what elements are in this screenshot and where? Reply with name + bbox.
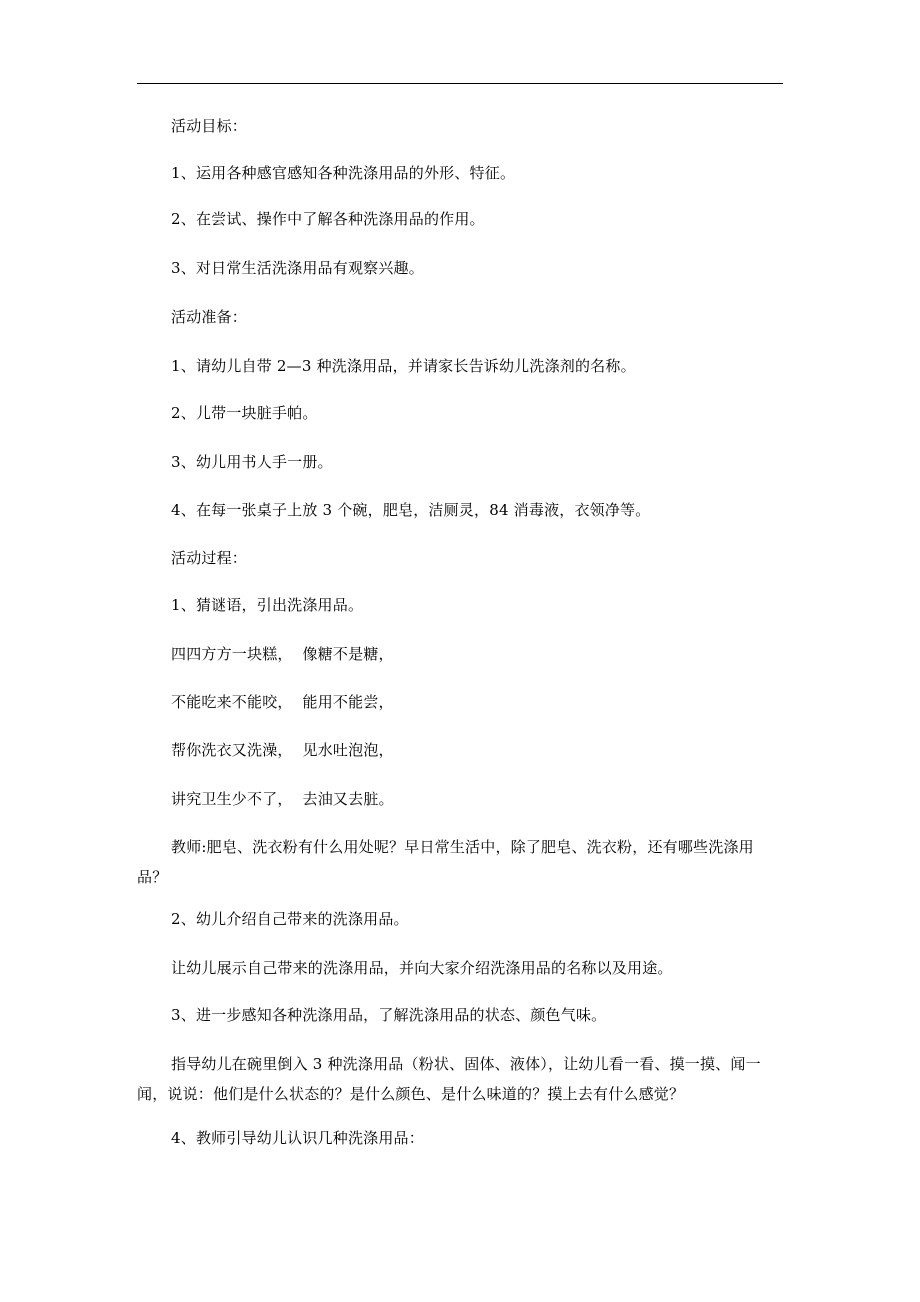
teacher-question: 教师:肥皂、洗衣粉有什么用处呢？早日常生活中，除了肥皂、洗衣粉，还有哪些洗涤用品？ bbox=[137, 838, 754, 886]
prep-item-3: 3、幼儿用书人手一册。 bbox=[171, 453, 333, 471]
step-2-detail: 让幼儿展示自己带来的洗涤用品，并向大家介绍洗涤用品的名称以及用途。 bbox=[171, 959, 673, 977]
heading-activity-goals: 活动目标： bbox=[171, 117, 248, 135]
process-step-2: 2、幼儿介绍自己带来的洗涤用品。 bbox=[171, 910, 409, 928]
goal-item-1: 1、运用各种感官感知各种洗涤用品的外形、特征。 bbox=[171, 164, 516, 182]
process-step-4: 4、教师引导幼儿认识几种洗涤用品： bbox=[171, 1129, 424, 1147]
header-rule bbox=[137, 83, 783, 84]
riddle-line-4: 讲究卫生少不了， 去油又去脏。 bbox=[171, 790, 394, 808]
process-step-1: 1、猜谜语，引出洗涤用品。 bbox=[171, 596, 364, 614]
riddle-line-1: 四四方方一块糕， 像糖不是糖， bbox=[171, 645, 394, 663]
goal-item-3: 3、对日常生活洗涤用品有观察兴趣。 bbox=[171, 259, 424, 277]
riddle-line-3: 帮你洗衣又洗澡， 见水吐泡泡， bbox=[171, 741, 394, 759]
process-step-3: 3、进一步感知各种洗涤用品，了解洗涤用品的状态、颜色气味。 bbox=[171, 1006, 607, 1024]
heading-activity-process: 活动过程： bbox=[171, 549, 248, 567]
step-3-detail: 指导幼儿在碗里倒入 3 种洗涤用品（粉状、固体、液体），让幼儿看一看、摸一摸、闻一闻，说说：他们是什么状态的？是什么颜色、是什么味道的？摸上去有什么感觉？ bbox=[137, 1055, 761, 1103]
prep-item-2: 2、儿带一块脏手帕。 bbox=[171, 404, 318, 422]
riddle-line-2: 不能吃来不能咬， 能用不能尝， bbox=[171, 693, 394, 711]
heading-activity-preparation: 活动准备： bbox=[171, 308, 248, 326]
prep-item-1: 1、请幼儿自带 2—3 种洗涤用品，并请家长告诉幼儿洗涤剂的名称。 bbox=[171, 357, 636, 375]
goal-item-2: 2、在尝试、操作中了解各种洗涤用品的作用。 bbox=[171, 210, 485, 228]
prep-item-4: 4、在每一张桌子上放 3 个碗，肥皂，洁厕灵，84 消毒液，衣领净等。 bbox=[171, 501, 651, 519]
